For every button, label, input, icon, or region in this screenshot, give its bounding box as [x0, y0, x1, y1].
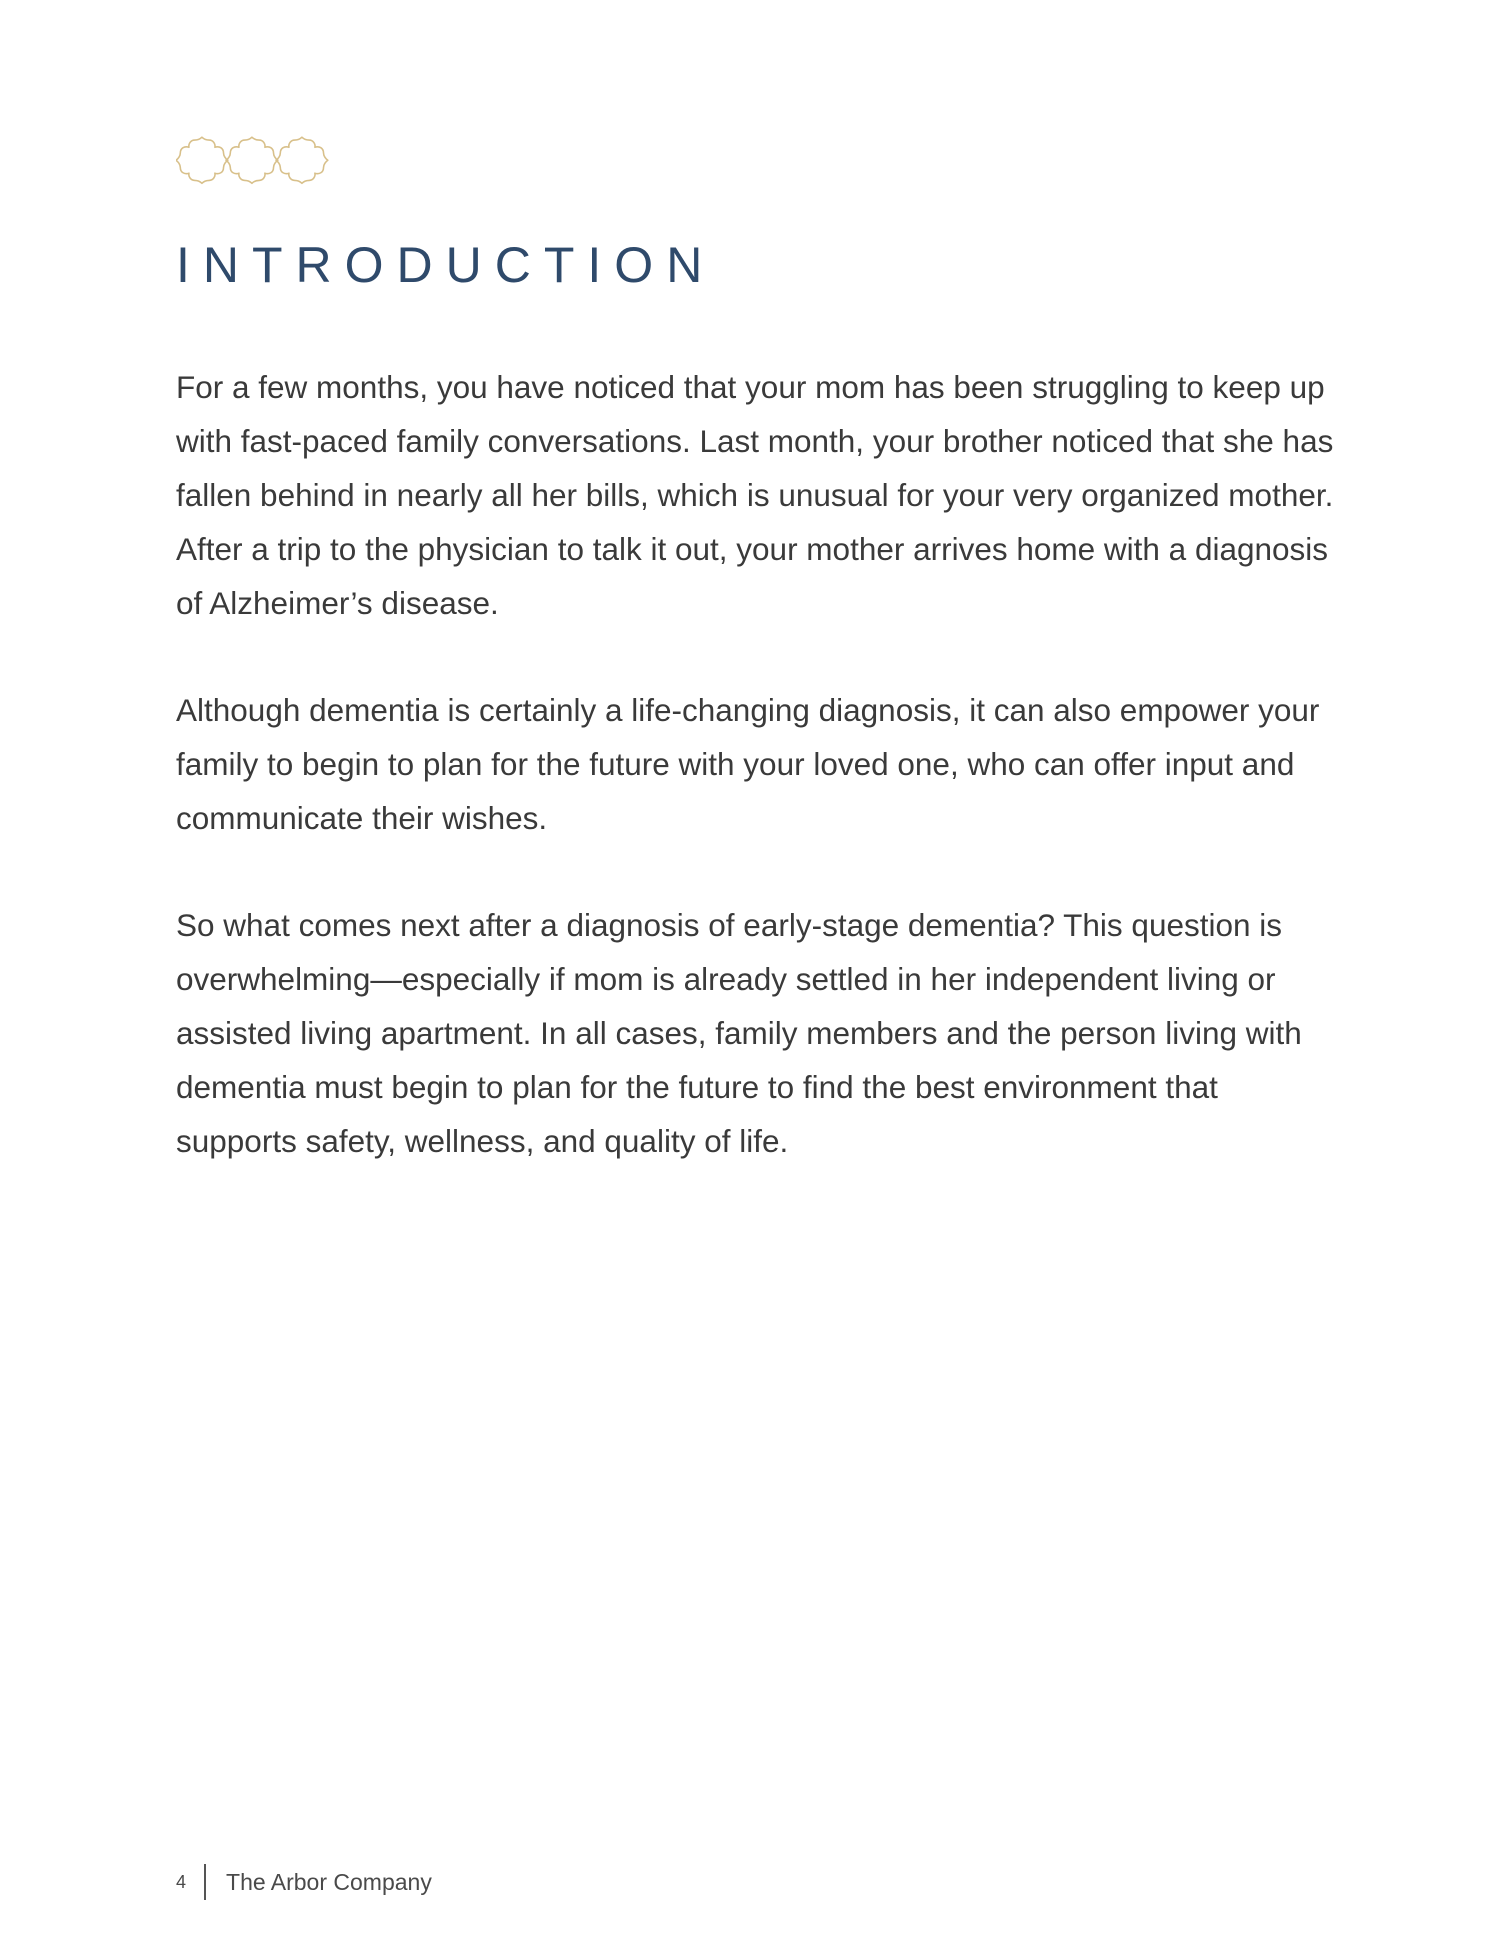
page-number: 4	[176, 1871, 187, 1892]
page-title: INTRODUCTION	[176, 237, 716, 293]
paragraph-1: For a few months, you have noticed that your mom has been struggling to keep up with fast-paced family conversations. Last month, your brother noticed that she has fallen behind in nearly all her bills, which is unusual for your very organized mother. After a trip to the physician to talk it out, your mother arrives home with a diagnosis of Alzheimer’s disease.	[176, 369, 1334, 621]
company-name: The Arbor Company	[226, 1868, 432, 1895]
introduction-body	[176, 360, 1336, 1221]
footer-divider	[204, 1864, 206, 1900]
paragraph-3: So what comes next after a diagnosis of early-stage dementia? This question is overwhelming—especially if mom is already settled in her independent living or assisted living apartment. In all cases, family members and the person living with dementia must begin to plan for the future to find the best environment that supports safety, wellness, and quality of life.	[176, 907, 1302, 1159]
page-footer	[176, 1862, 432, 1902]
paragraph-2: Although dementia is certainly a life-changing diagnosis, it can also empower your family to begin to plan for the future with your loved one, who can offer input and communicate their wishes.	[176, 692, 1320, 836]
quatrefoil-ornament-icon	[176, 130, 336, 194]
